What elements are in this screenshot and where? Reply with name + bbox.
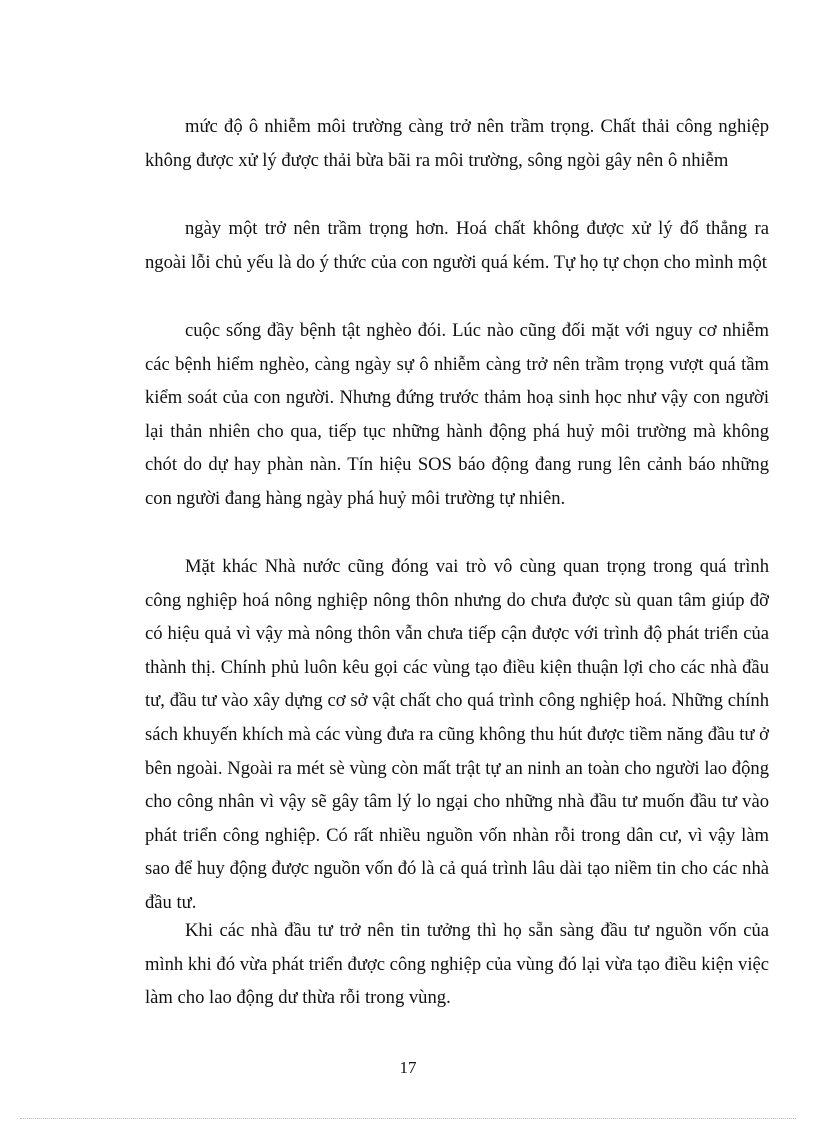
- page-bottom-divider: [20, 1118, 796, 1119]
- body-paragraph-4: Mặt khác Nhà nước cũng đóng vai trò vô cùng quan trọng trong quá trình công nghiệp hoá nông nghiệp nông thôn nhưng do chưa được sù quan tâm giúp đỡ có hiệu quả vì vậy mà nông thôn vẫn chưa tiếp cận được với trình độ phát triển của thành thị. Chính phủ luôn kêu gọi các vùng tạo điều kiện thuận lợi cho các nhà đầu tư, đầu tư vào xây dựng cơ sở vật chất cho quá trình công nghiệp hoá. Những chính sách khuyến khích mà các vùng đưa ra cũng không thu hút được tiềm năng đầu tư ở bên ngoài. Ngoài ra mét sè vùng còn mất trật tự an ninh an toàn cho người lao động cho công nhân vì vậy sẽ gây tâm lý lo ngại cho những nhà đầu tư muốn đầu tư vào phát triển công nghiệp. Có rất nhiều nguồn vốn nhàn rỗi trong dân cư, vì vậy làm sao để huy động được nguồn vốn đó là cả quá trình lâu dài tạo niềm tin cho các nhà đầu tư.: [145, 556, 769, 913]
- body-paragraph-1: mức độ ô nhiễm môi trường càng trở nên trầm trọng. Chất thải công nghiệp không được xử lý được thải bừa bãi ra môi trường, sông ngòi gây nên ô nhiễm: [145, 116, 769, 171]
- body-paragraph-5: Khi các nhà đầu tư trở nên tin tưởng thì họ sẵn sàng đầu tư nguồn vốn của mình khi đó vừa phát triển được công nghiệp của vùng đó lại vừa tạo điều kiện việc làm cho lao động dư thừa rỗi trong vùng.: [145, 920, 769, 1009]
- body-paragraph-3: cuộc sống đầy bệnh tật nghèo đói. Lúc nào cũng đối mặt với nguy cơ nhiễm các bệnh hiểm nghèo, càng ngày sự ô nhiễm càng trở nên trầm trọng vượt quá tầm kiểm soát của con người. Nhưng đứng trước thảm hoạ sinh học như vậy con người lại thản nhiên cho qua, tiếp tục những hành động phá huỷ môi trường mà không chót do dự hay phàn nàn. Tín hiệu SOS báo động đang rung lên cảnh báo những con người đang hàng ngày phá huỷ môi trường tự nhiên.: [145, 320, 769, 509]
- page-number: 17: [399, 1058, 417, 1077]
- body-paragraph-2: ngày một trở nên trầm trọng hơn. Hoá chất không được xử lý đổ thẳng ra ngoài lỗi chủ yếu là do ý thức của con người quá kém. Tự họ tự chọn cho mình một: [145, 218, 769, 273]
